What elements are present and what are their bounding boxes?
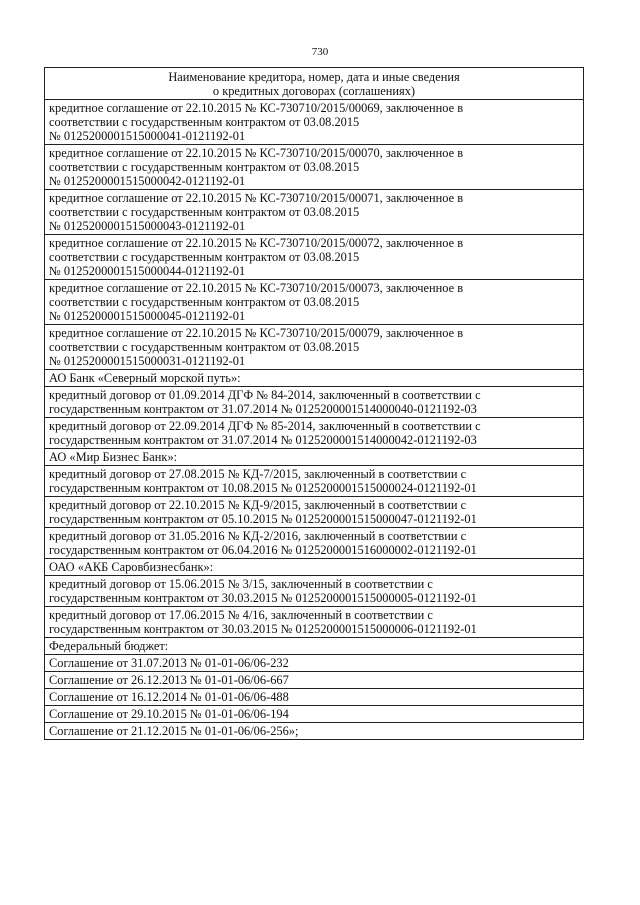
- cell-text-line: кредитное соглашение от 22.10.2015 № КС-730710/2015/00071, заключенное в: [49, 191, 464, 205]
- cell-text-line: кредитное соглашение от 22.10.2015 № КС-730710/2015/00072, заключенное в: [49, 236, 464, 250]
- cell-text-line: Соглашение от 26.12.2013 № 01-01-06/06-667: [49, 673, 289, 687]
- table-row: [45, 387, 584, 418]
- table-cell: [45, 672, 584, 689]
- cell-text-line: государственным контрактом от 30.03.2015 № 0125200001515000006-0121192-01: [49, 622, 477, 636]
- table-cell: [45, 370, 584, 387]
- table-row: [45, 706, 584, 723]
- table-cell: [45, 638, 584, 655]
- cell-text-line: Соглашение от 16.12.2014 № 01-01-06/06-488: [49, 690, 289, 704]
- column-header-line-2: о кредитных договорах (соглашениях): [212, 84, 416, 98]
- table-row: [45, 638, 584, 655]
- cell-text-line: Соглашение от 31.07.2013 № 01-01-06/06-232: [49, 656, 289, 670]
- cell-text-line: Соглашение от 21.12.2015 № 01-01-06/06-256»;: [49, 724, 299, 738]
- column-header: [45, 68, 584, 100]
- table-cell: [45, 576, 584, 607]
- table-cell: [45, 559, 584, 576]
- cell-text-line: № 0125200001515000044-0121192-01: [49, 264, 246, 278]
- cell-text-line: кредитный договор от 22.10.2015 № КД-9/2015, заключенный в соответствии с: [49, 498, 467, 512]
- cell-text-line: государственным контрактом от 10.08.2015 № 0125200001515000024-0121192-01: [49, 481, 477, 495]
- table-row: [45, 576, 584, 607]
- cell-text-line: № 0125200001515000045-0121192-01: [49, 309, 246, 323]
- table-cell: [45, 655, 584, 672]
- table-row: [45, 559, 584, 576]
- table-body: [45, 100, 584, 740]
- table-cell: [45, 325, 584, 370]
- page-number: 730: [311, 46, 329, 58]
- cell-text-line: государственным контрактом от 31.07.2014 № 0125200001514000040-0121192-03: [49, 402, 477, 416]
- cell-text-line: кредитное соглашение от 22.10.2015 № КС-730710/2015/00079, заключенное в: [49, 326, 464, 340]
- table-row: [45, 607, 584, 638]
- table-row: [45, 100, 584, 145]
- cell-text-line: № 0125200001515000031-0121192-01: [49, 354, 246, 368]
- cell-text-line: соответствии с государственным контрактом от 03.08.2015: [49, 115, 360, 129]
- creditors-table: [44, 67, 584, 740]
- table-cell: [45, 449, 584, 466]
- table-cell: [45, 689, 584, 706]
- table-row: [45, 672, 584, 689]
- table-cell: [45, 723, 584, 740]
- cell-text-line: кредитный договор от 15.06.2015 № 3/15, заключенный в соответствии с: [49, 577, 433, 591]
- cell-text-line: кредитный договор от 27.08.2015 № КД-7/2015, заключенный в соответствии с: [49, 467, 467, 481]
- cell-text-line: кредитный договор от 31.05.2016 № КД-2/2016, заключенный в соответствии с: [49, 529, 467, 543]
- cell-text-line: Федеральный бюджет:: [49, 639, 169, 653]
- table-row: [45, 689, 584, 706]
- cell-text-line: государственным контрактом от 06.04.2016 № 0125200001516000002-0121192-01: [49, 543, 477, 557]
- cell-text-line: соответствии с государственным контрактом от 03.08.2015: [49, 295, 360, 309]
- cell-text-line: соответствии с государственным контрактом от 03.08.2015: [49, 250, 360, 264]
- cell-text-line: кредитное соглашение от 22.10.2015 № КС-730710/2015/00070, заключенное в: [49, 146, 464, 160]
- table-header-row: [45, 68, 584, 100]
- table-row: [45, 723, 584, 740]
- table-row: [45, 325, 584, 370]
- column-header-line-1: Наименование кредитора, номер, дата и иные сведения: [168, 70, 460, 84]
- cell-text-line: государственным контрактом от 05.10.2015 № 0125200001515000047-0121192-01: [49, 512, 477, 526]
- table-row: [45, 235, 584, 280]
- table-row: [45, 528, 584, 559]
- cell-text-line: АО «Мир Бизнес Банк»:: [49, 450, 178, 464]
- table-row: [45, 370, 584, 387]
- cell-text-line: АО Банк «Северный морской путь»:: [49, 371, 241, 385]
- table-cell: [45, 607, 584, 638]
- cell-text-line: кредитное соглашение от 22.10.2015 № КС-730710/2015/00073, заключенное в: [49, 281, 464, 295]
- cell-text-line: государственным контрактом от 31.07.2014 № 0125200001514000042-0121192-03: [49, 433, 477, 447]
- table-row: [45, 145, 584, 190]
- cell-text-line: Соглашение от 29.10.2015 № 01-01-06/06-194: [49, 707, 289, 721]
- table-row: [45, 190, 584, 235]
- cell-text-line: кредитный договор от 17.06.2015 № 4/16, заключенный в соответствии с: [49, 608, 433, 622]
- table-row: [45, 449, 584, 466]
- table-row: [45, 280, 584, 325]
- table-cell: [45, 528, 584, 559]
- cell-text-line: соответствии с государственным контрактом от 03.08.2015: [49, 160, 360, 174]
- table-cell: [45, 706, 584, 723]
- table-row: [45, 418, 584, 449]
- table-cell: [45, 418, 584, 449]
- table-cell: [45, 145, 584, 190]
- cell-text-line: соответствии с государственным контрактом от 03.08.2015: [49, 340, 360, 354]
- table-row: [45, 497, 584, 528]
- cell-text-line: государственным контрактом от 30.03.2015 № 0125200001515000005-0121192-01: [49, 591, 477, 605]
- table-row: [45, 466, 584, 497]
- table-cell: [45, 466, 584, 497]
- cell-text-line: № 0125200001515000041-0121192-01: [49, 129, 246, 143]
- table-cell: [45, 100, 584, 145]
- table-cell: [45, 497, 584, 528]
- cell-text-line: кредитный договор от 22.09.2014 ДГФ № 85-2014, заключенный в соответствии с: [49, 419, 481, 433]
- table-cell: [45, 235, 584, 280]
- cell-text-line: ОАО «АКБ Саровбизнесбанк»:: [49, 560, 214, 574]
- table-cell: [45, 387, 584, 418]
- cell-text-line: кредитное соглашение от 22.10.2015 № КС-730710/2015/00069, заключенное в: [49, 101, 464, 115]
- cell-text-line: № 0125200001515000042-0121192-01: [49, 174, 246, 188]
- cell-text-line: № 0125200001515000043-0121192-01: [49, 219, 246, 233]
- table-cell: [45, 280, 584, 325]
- cell-text-line: кредитный договор от 01.09.2014 ДГФ № 84-2014, заключенный в соответствии с: [49, 388, 481, 402]
- table-cell: [45, 190, 584, 235]
- table-row: [45, 655, 584, 672]
- cell-text-line: соответствии с государственным контрактом от 03.08.2015: [49, 205, 360, 219]
- table-header: [45, 68, 584, 100]
